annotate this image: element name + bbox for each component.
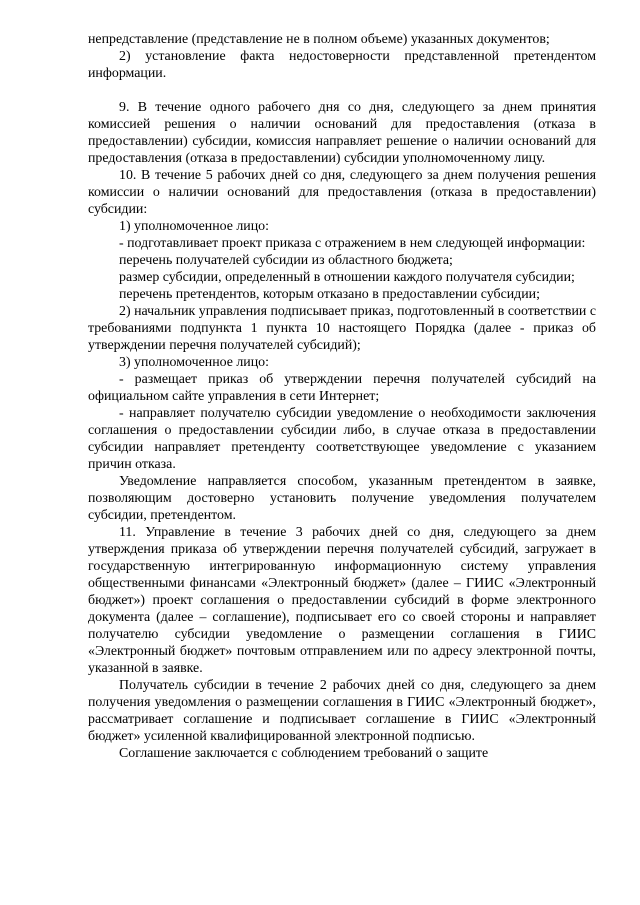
- paragraph: - направляет получателю субсидии уведомление о необходимости заключения соглашения о предоставлении субсидии либо, в случае отказа в предоставлении субсидии направляет претенденту соответствующее уведомление с указанием причин отказа.: [88, 406, 596, 472]
- paragraph: 2) установление факта недостоверности представленной претендентом информации.: [88, 49, 596, 81]
- paragraph-item-9: 9. В течение одного рабочего дня со дня, следующего за днем принятия комиссией решения о наличии оснований для предоставления (отказа в предоставлении) субсидии, комиссия направляет решение о наличии оснований для предоставления (отказа в предоставлении) субсидии уполномоченному лицу.: [88, 100, 596, 166]
- paragraph: Уведомление направляется способом, указанным претендентом в заявке, позволяющим достоверно установить получение уведомления получателем субсидии, претендентом.: [88, 474, 596, 523]
- paragraph: размер субсидии, определенный в отношении каждого получателя субсидии;: [119, 270, 575, 285]
- paragraph: Получатель субсидии в течение 2 рабочих дней со дня, следующего за днем получения уведомления о размещении соглашения в ГИИС «Электронный бюджет», рассматривает соглашение и подписывает соглашение в ГИИС «Электронный бюджет» усиленной квалифицированной электронной подписью.: [88, 678, 596, 744]
- paragraph: перечень претендентов, которым отказано в предоставлении субсидии;: [119, 287, 540, 302]
- paragraph: Соглашение заключается с соблюдением требований о защите: [119, 746, 489, 761]
- document-page: [88, 31, 596, 762]
- paragraph-spacer: [88, 82, 596, 99]
- paragraph: - подготавливает проект приказа с отражением в нем следующей информации:: [119, 236, 586, 251]
- paragraph: - размещает приказ об утверждении перечня получателей субсидий на официальном сайте управления в сети Интернет;: [88, 372, 596, 404]
- paragraph: 3) уполномоченное лицо:: [119, 355, 269, 370]
- paragraph-item-11: 11. Управление в течение 3 рабочих дней со дня, следующего за днем утверждения приказа об утверждении перечня получателей субсидий, загружает в государственную интегрированную информационную систему управления общественными финансами «Электронный бюджет» (далее – ГИИС «Электронный бюджет») проект соглашения о предоставлении субсидий в форме электронного документа (далее – соглашение), подписывает его со своей стороны и направляет получателю субсидии уведомление о размещении соглашения в ГИИС «Электронный бюджет» почтовым отправлением или по адресу электронной почты, указанной в заявке.: [88, 525, 596, 676]
- paragraph: 1) уполномоченное лицо:: [119, 219, 269, 234]
- paragraph-item-10: 10. В течение 5 рабочих дней со дня, следующего за днем получения решения комиссии о наличии оснований для предоставления (отказа в предоставлении) субсидии:: [88, 168, 596, 217]
- paragraph: 2) начальник управления подписывает приказ, подготовленный в соответствии с требованиями подпункта 1 пункта 10 настоящего Порядка (далее - приказ об утверждении перечня получателей субсидий);: [88, 304, 596, 353]
- paragraph: перечень получателей субсидии из областного бюджета;: [119, 253, 453, 268]
- paragraph: непредставление (представление не в полном объеме) указанных документов;: [88, 32, 550, 47]
